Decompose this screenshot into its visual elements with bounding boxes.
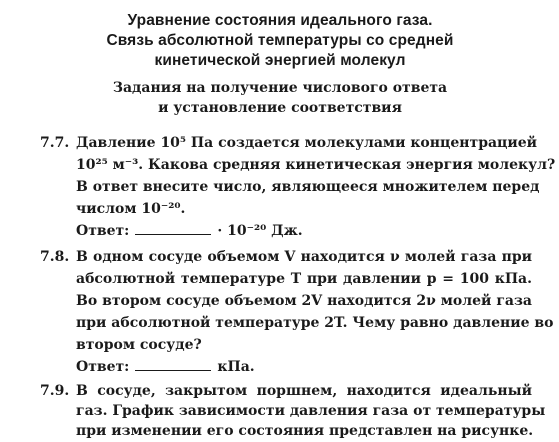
answer-blank[interactable] xyxy=(135,356,211,371)
problem-text-line: при абсолютной температуре 2T. Чему равно давление во xyxy=(76,315,554,331)
problem-number: 7.7. xyxy=(40,135,70,151)
problem-text-line: В ответ внесите число, являющееся множителем перед xyxy=(76,179,540,195)
subsection-title-line-2: и установление соответствия xyxy=(158,100,402,116)
problem-text-line: числом 10⁻²⁰. xyxy=(76,201,186,217)
answer-units: кПа. xyxy=(217,359,255,375)
problem-number: 7.8. xyxy=(40,249,70,265)
problem-text-line: Давление 10⁵ Па создается молекулами концентрацией xyxy=(76,135,538,151)
answer-label: Ответ: xyxy=(76,359,130,375)
answer-label: Ответ: xyxy=(76,223,130,239)
section-title-line-2: Связь абсолютной температуры со средней xyxy=(106,32,454,49)
problem-text-line: В одном сосуде объемом V находится ν молей газа при xyxy=(76,249,532,265)
problem-text-line: при изменении его состояния представлен на рисунке. xyxy=(76,423,534,439)
problem-text-line: Во втором сосуде объемом 2V находится 2ν молей газа xyxy=(76,293,532,309)
answer-line xyxy=(76,220,303,242)
answer-line xyxy=(76,356,255,378)
answer-blank[interactable] xyxy=(135,220,211,235)
subsection-title-line-1: Задания на получение числового ответа xyxy=(112,80,448,96)
problem-text-line: абсолютной температуре T при давлении p = 100 кПа. xyxy=(76,271,532,287)
section-title-line-1: Уравнение состояния идеального газа. xyxy=(127,12,433,29)
section-title-line-3: кинетической энергией молекул xyxy=(154,52,406,69)
problem-text-line: 10²⁵ м⁻³. Какова средняя кинетическая энергия молекул? xyxy=(76,157,556,173)
answer-units: · 10⁻²⁰ Дж. xyxy=(217,223,303,239)
problem-text-line: газ. График зависимости давления газа от температуры xyxy=(76,403,546,419)
problem-number: 7.9. xyxy=(40,383,70,399)
problem-text-line: В сосуде, закрытом поршнем, находится идеальный xyxy=(76,383,532,399)
problem-text-line: втором сосуде? xyxy=(76,337,202,353)
